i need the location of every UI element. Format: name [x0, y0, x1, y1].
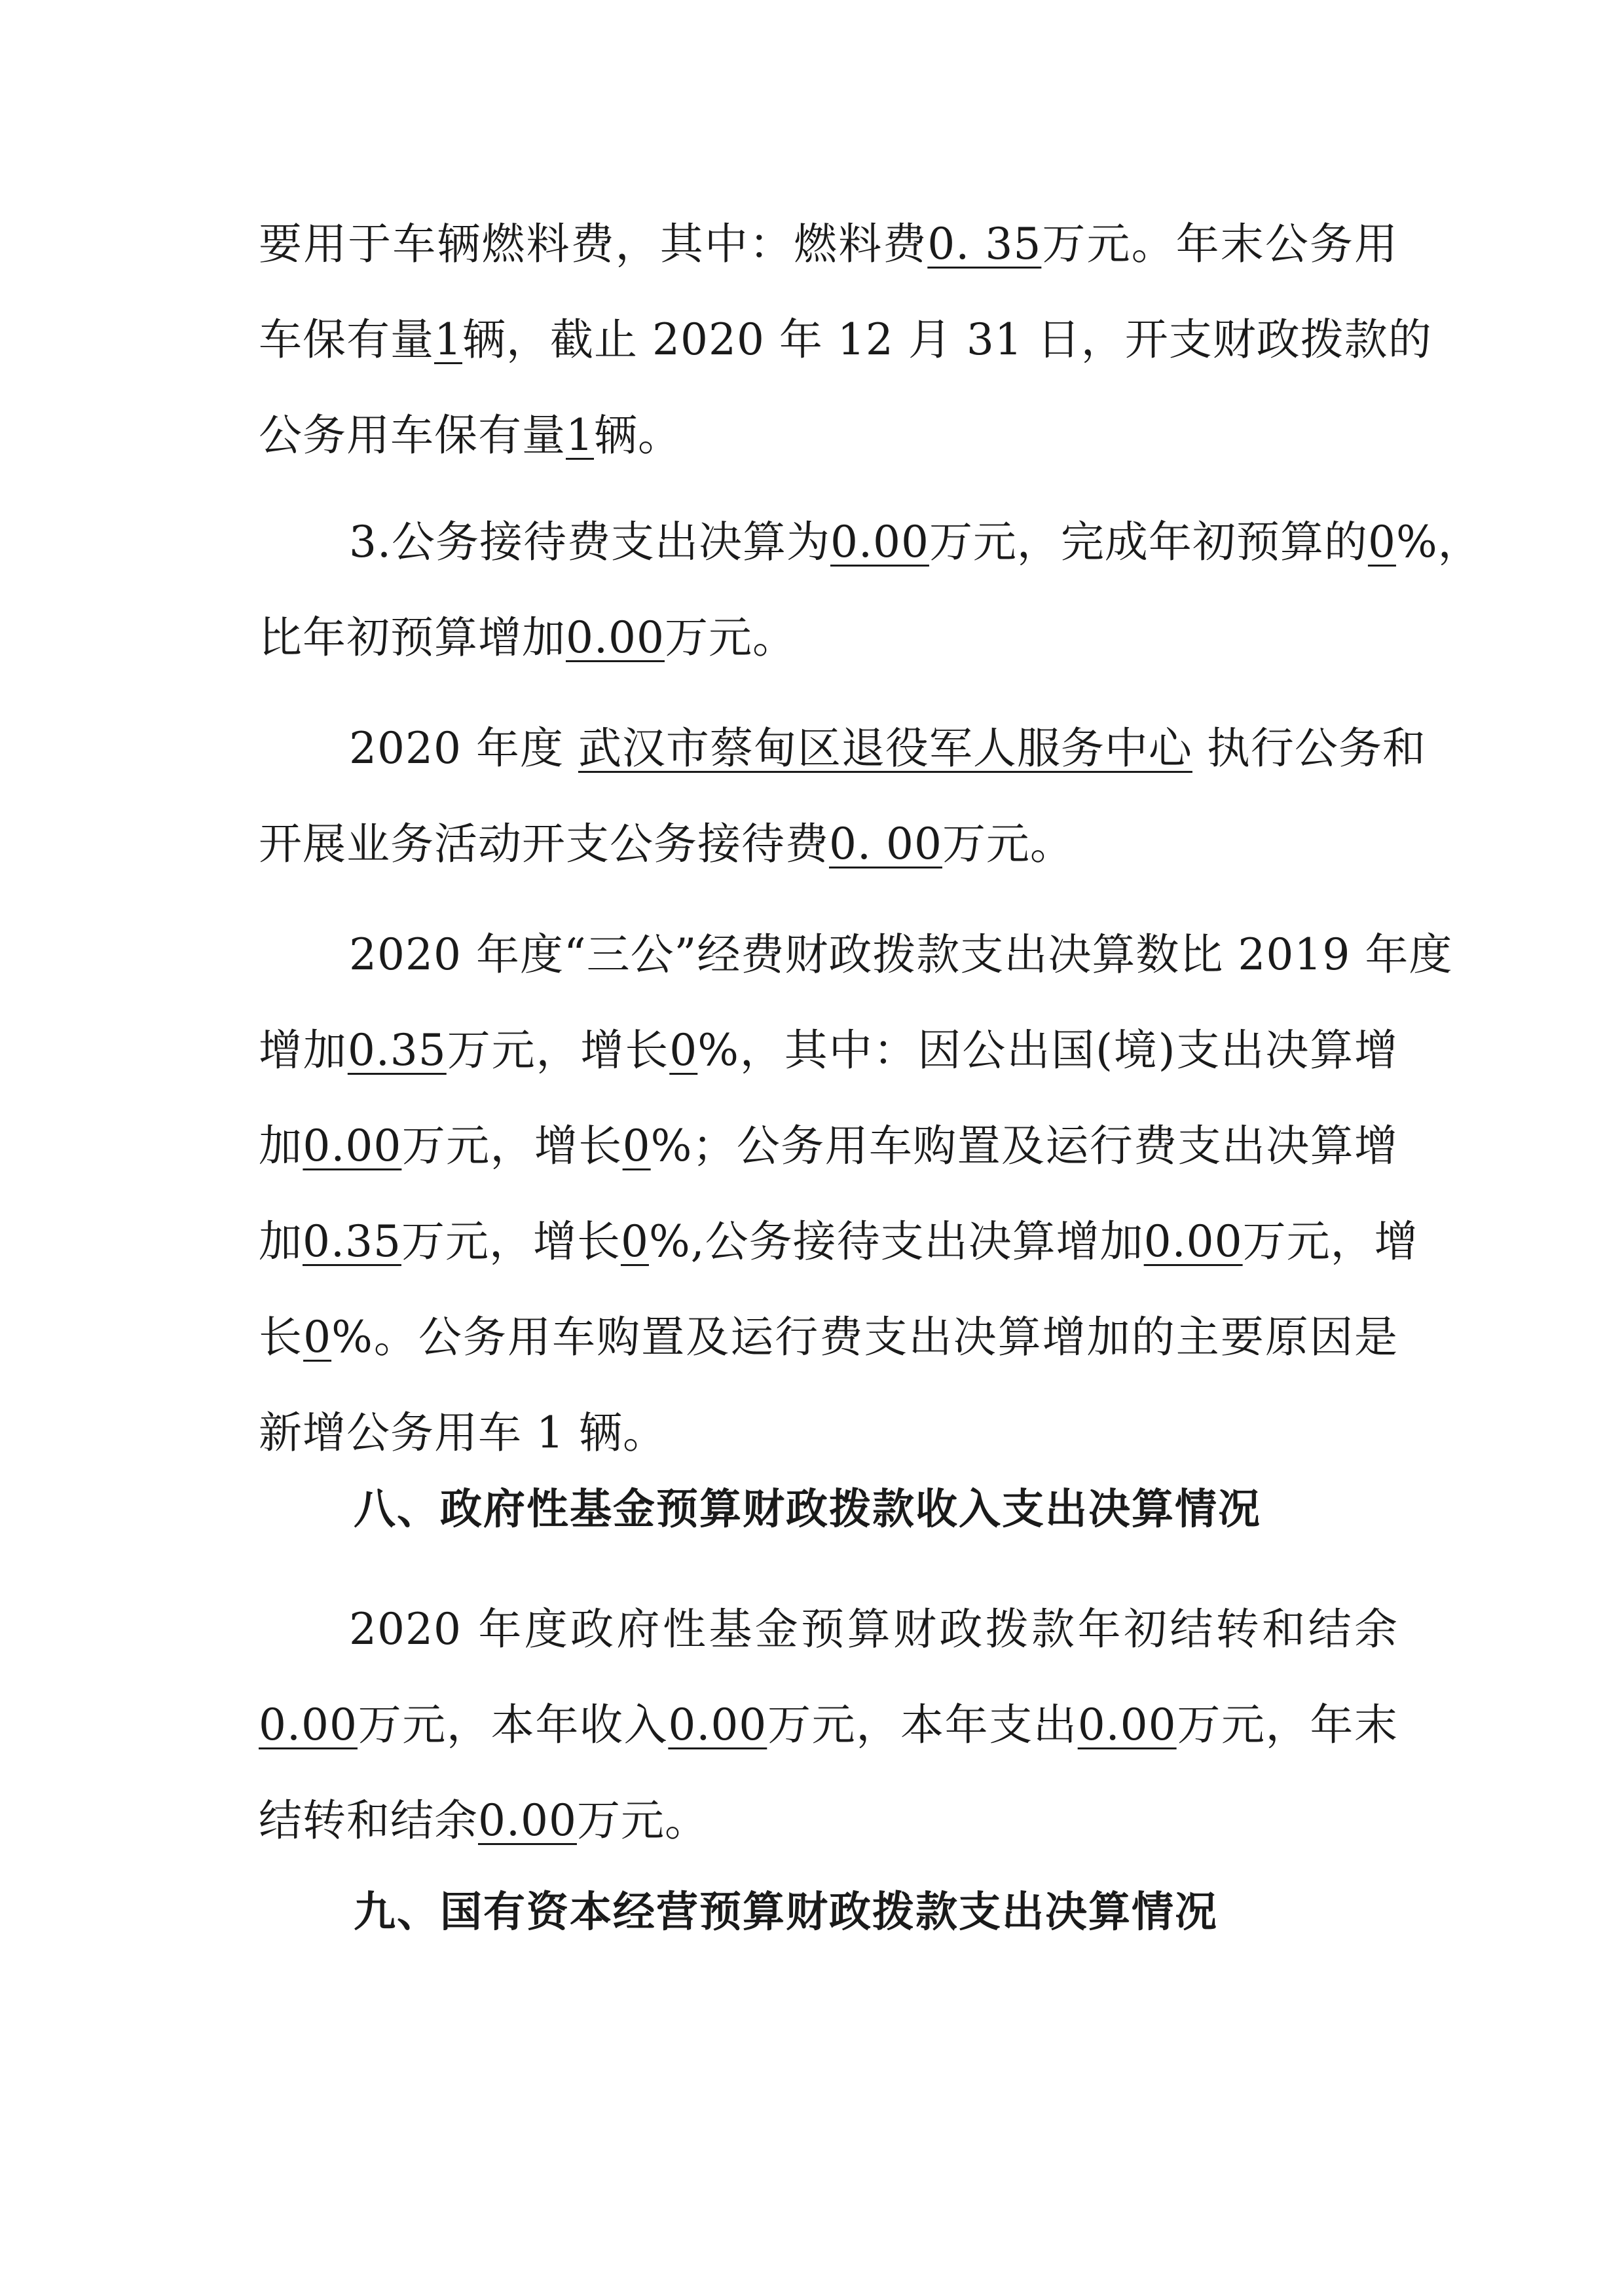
line: [259, 907, 1453, 1003]
income-value: 0.00: [668, 1700, 767, 1750]
line: [259, 1677, 1398, 1773]
text: 万元。: [664, 612, 796, 663]
increase-value: 0.35: [303, 1216, 401, 1267]
text: 加: [259, 1121, 303, 1171]
line: [259, 1003, 1398, 1098]
line: [259, 1194, 1418, 1290]
line: [259, 1582, 1398, 1677]
text: 执行公务和: [1206, 723, 1426, 774]
section-heading-9: 九、国有资本经营预算财政拨款支出决算情况: [354, 1888, 1218, 1937]
line: [259, 796, 1398, 892]
text: 加: [259, 1216, 303, 1267]
line: [259, 494, 1482, 590]
growth-rate-value: 0: [303, 1312, 332, 1362]
reception-expense-value: 0. 00: [829, 819, 942, 869]
text: 要用于车辆燃料费，其中：燃料费: [259, 219, 928, 269]
text: 万元，完成年初预算的: [929, 517, 1368, 567]
section-heading-8: 八、政府性基金预算财政拨款收入支出决算情况: [354, 1485, 1261, 1534]
text: 2020 年度“三公”经费财政拨款支出决算数比 2019 年度: [349, 929, 1453, 980]
text: 万元。年末公务用: [1041, 219, 1399, 269]
text: 万元。: [576, 1795, 709, 1846]
vehicle-count-value: 1: [434, 314, 462, 365]
balance-value: 0.00: [478, 1795, 577, 1846]
text: 2020 年度: [349, 723, 564, 774]
text: %，: [1395, 517, 1482, 567]
carryover-value: 0.00: [259, 1700, 358, 1750]
text: 增加: [259, 1025, 348, 1075]
paragraph-reception-expense: [259, 494, 1482, 686]
line: [259, 1290, 1398, 1385]
paragraph-service-center: [259, 701, 1426, 892]
vehicle-count-value: 1: [566, 410, 594, 460]
text: 万元，增长: [401, 1216, 621, 1267]
fuel-cost-value: 0. 35: [927, 219, 1042, 269]
line: [259, 701, 1426, 796]
increase-value: 0.00: [566, 612, 665, 663]
paragraph-government-fund: [259, 1582, 1398, 1869]
paragraph-three-public-expenses: [259, 907, 1453, 1481]
line: [259, 388, 1398, 483]
increase-value: 0.00: [1143, 1216, 1243, 1267]
growth-rate-value: 0: [669, 1025, 698, 1075]
text: 万元，年末: [1176, 1700, 1399, 1750]
text: 公务用车保有量: [259, 410, 566, 460]
line: [259, 1098, 1398, 1194]
text: 长: [259, 1312, 304, 1362]
completion-rate-value: 0: [1367, 517, 1396, 567]
line: [259, 1773, 1398, 1869]
reception-expense-value: 0.00: [830, 517, 929, 567]
text: %,公务接待支出决算增加: [648, 1216, 1144, 1267]
expenditure-value: 0.00: [1077, 1700, 1177, 1750]
text: 3.公务接待费支出决算为: [349, 517, 830, 567]
text: 结转和结余: [259, 1795, 478, 1846]
line: [259, 1385, 1398, 1481]
increase-value: 0.00: [303, 1121, 402, 1171]
text: 万元。: [942, 819, 1074, 869]
text: 万元，增长: [446, 1025, 670, 1075]
text: 辆，截止 2020 年 12 月 31 日，开支财政拨款的: [462, 314, 1432, 365]
growth-rate-value: 0: [622, 1121, 651, 1171]
text: 车保有量: [259, 314, 434, 365]
text: %；公务用车购置及运行费支出决算增: [650, 1121, 1399, 1171]
paragraph-vehicle-fuel: [259, 196, 1432, 483]
text: 万元，增: [1242, 1216, 1418, 1267]
text: 万元，增长: [401, 1121, 623, 1171]
text: 新增公务用车 1 辆。: [259, 1408, 667, 1458]
line: [259, 590, 1398, 686]
text: 比年初预算增加: [259, 612, 566, 663]
text: %，其中：因公出国(境)支出决算增: [697, 1025, 1399, 1075]
line: [259, 292, 1432, 388]
growth-rate-value: 0: [620, 1216, 649, 1267]
organization-name: 武汉市蔡甸区退役军人服务中心: [578, 723, 1192, 774]
text: 2020 年度政府性基金预算财政拨款年初结转和结余: [349, 1604, 1398, 1654]
line: [259, 196, 1398, 292]
text: %。公务用车购置及运行费支出决算增加的主要原因是: [331, 1312, 1399, 1362]
text: 辆。: [594, 410, 682, 460]
text: 万元，本年支出: [767, 1700, 1078, 1750]
text: 开展业务活动开支公务接待费: [259, 819, 829, 869]
text: 万元，本年收入: [357, 1700, 669, 1750]
increase-value: 0.35: [347, 1025, 447, 1075]
